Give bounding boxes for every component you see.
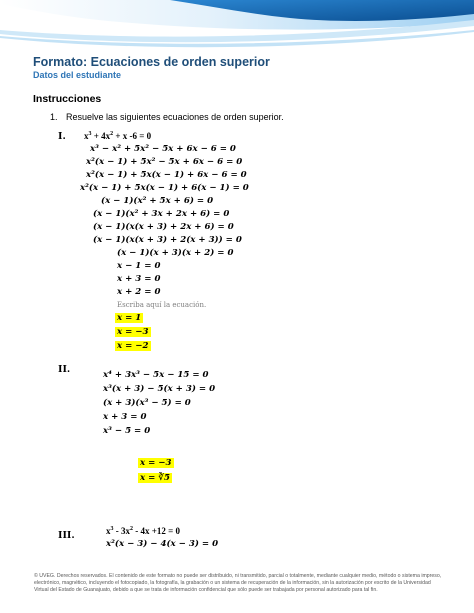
problem-3-equation: $x^3 - 3x^2 - 4x +12 = 0$ — [106, 526, 181, 536]
document-title: Formato: Ecuaciones de orden superior — [33, 55, 270, 69]
problem-3-step: x²(x − 3) − 4(x − 3) = 0 — [106, 539, 219, 549]
problem-1-step: (x − 1)(x(x + 3) + 2(x + 3)) = 0 — [93, 235, 242, 245]
instructions-heading: Instrucciones — [33, 93, 102, 105]
problem-1-step: x²(x − 1) + 5x² − 5x + 6x − 6 = 0 — [86, 157, 243, 167]
header-banner — [0, 0, 474, 58]
problem-1-solution: x = 1 — [117, 313, 142, 323]
problem-1-step: x³ − x² + 5x² − 5x + 6x − 6 = 0 — [90, 144, 236, 154]
problem-2-step: (x + 3)(x³ − 5) = 0 — [103, 398, 191, 408]
problem-1-step: (x − 1)(x² + 3x + 2x + 6) = 0 — [93, 209, 230, 219]
instruction-number: 1. — [50, 112, 58, 122]
problem-1-step: (x − 1)(x² + 5x + 6) = 0 — [101, 196, 214, 206]
problem-1-equation: $x^3 + 4x^2 + x$ -6 = 0 — [84, 131, 152, 141]
problem-1-step: x + 2 = 0 — [117, 287, 161, 297]
problem-1-step: (x − 1)(x(x + 3) + 2x + 6) = 0 — [93, 222, 234, 232]
problem-2-step: x³(x + 3) − 5(x + 3) = 0 — [103, 384, 216, 394]
equation-placeholder[interactable]: Escriba aquí la ecuación. — [117, 301, 207, 309]
problem-2-numeral: II. — [58, 364, 71, 375]
problem-1-step: x²(x − 1) + 5x(x − 1) + 6(x − 1) = 0 — [80, 183, 249, 193]
problem-2-solution: x = ∛5 — [140, 473, 170, 483]
problem-1-step: x + 3 = 0 — [117, 274, 161, 284]
problem-1-solution: x = −3 — [117, 327, 149, 337]
problem-2-step: x⁴ + 3x³ − 5x − 15 = 0 — [103, 370, 209, 380]
problem-2-step: x + 3 = 0 — [103, 412, 147, 422]
problem-2-step: x³ − 5 = 0 — [103, 426, 151, 436]
problem-1-numeral: I. — [58, 131, 66, 142]
copyright-footer: © UVEG. Derechos reservados. El contenido de este formato no puede ser distribuido, ni transmitido, parcial o totalmente, mediante cualquier medio, método o sistema impreso, electrónico, magnético, incluyendo el fotocopiado, la fotografía, la grabación o un sistema de recuperación de la información, sin la autorización por escrito de la Universidad Virtual del Estado de Guanajuato, debido a que se trata de información confidencial que sólo puede ser trabajada por personal autorizado para tal fin. — [34, 573, 442, 593]
instruction-text: Resuelve las siguientes ecuaciones de orden superior. — [66, 112, 284, 122]
problem-1-step: (x − 1)(x + 3)(x + 2) = 0 — [117, 248, 234, 258]
problem-2-solution: x = −3 — [140, 458, 172, 468]
problem-3-numeral: III. — [58, 530, 75, 541]
problem-1-solution: x = −2 — [117, 341, 149, 351]
student-data-subtitle: Datos del estudiante — [33, 70, 122, 80]
problem-1-step: x − 1 = 0 — [117, 261, 161, 271]
problem-1-step: x²(x − 1) + 5x(x − 1) + 6x − 6 = 0 — [86, 170, 247, 180]
